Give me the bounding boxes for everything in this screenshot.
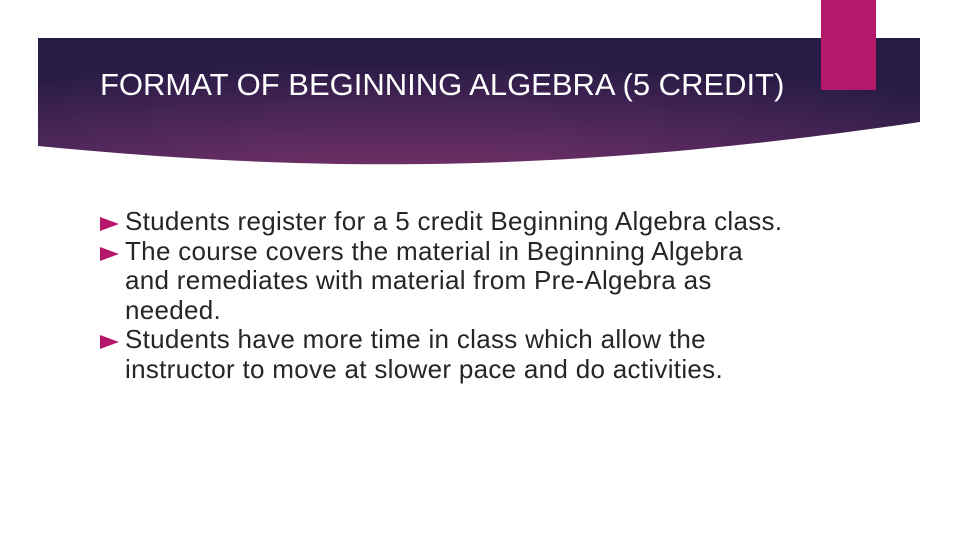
triangle-bullet-icon — [100, 247, 119, 261]
triangle-bullet-icon — [100, 335, 119, 349]
bullet-item — [100, 207, 790, 237]
triangle-bullet-icon — [100, 217, 119, 231]
bullet-item — [100, 325, 790, 384]
bullet-text: Students register for a 5 credit Beginning Algebra class. — [125, 206, 783, 236]
bullet-item — [100, 237, 790, 326]
slide-title: FORMAT OF BEGINNING ALGEBRA (5 CREDIT) — [100, 67, 785, 102]
accent-bar — [821, 0, 876, 90]
bullet-text: Students have more time in class which allow the instructor to move at slower pace and do activities. — [125, 324, 723, 384]
title-band — [38, 38, 920, 178]
bullet-list — [100, 207, 790, 384]
bullet-text: The course covers the material in Beginning Algebra and remediates with material from Pre-Algebra as needed. — [125, 235, 743, 325]
